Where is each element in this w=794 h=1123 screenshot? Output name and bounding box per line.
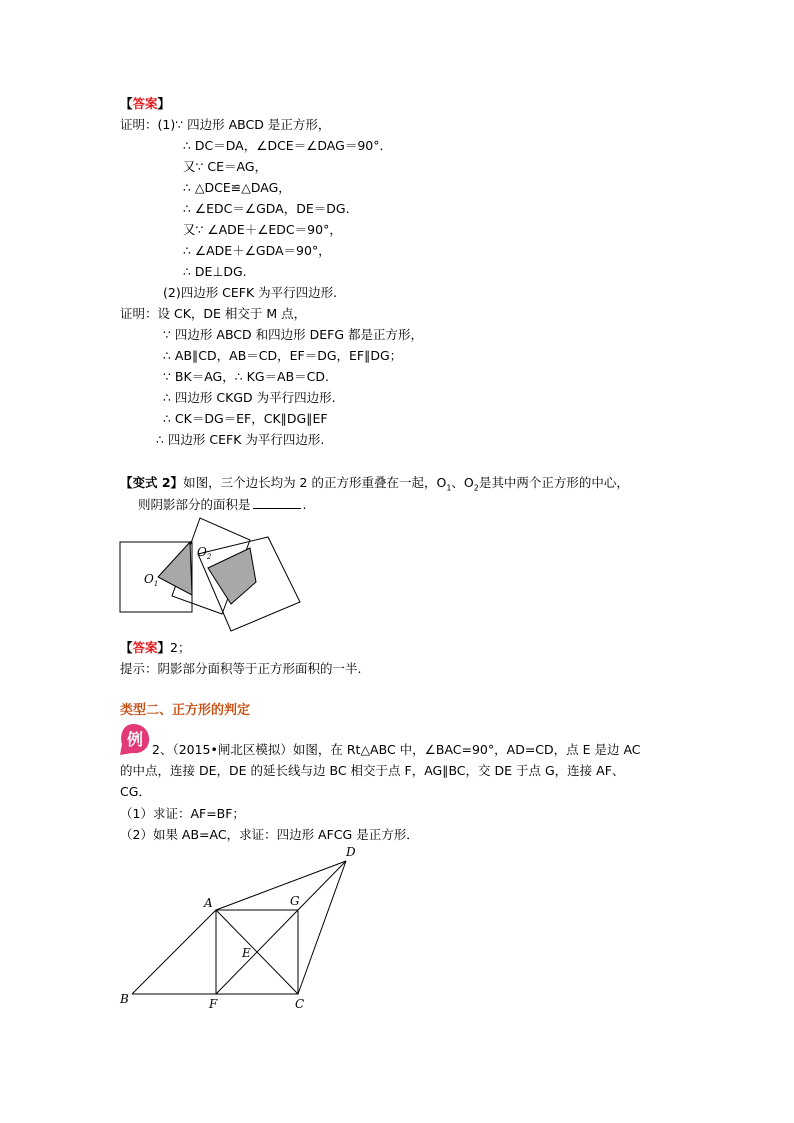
section-title: 类型二、正方形的判定 bbox=[120, 703, 251, 718]
label-b: B bbox=[120, 992, 129, 1006]
proof-line-7: ∴ ∠ADE＋∠GDA＝90°， bbox=[183, 243, 331, 258]
example-line-2: 的中点，连接 DE，DE 的延长线与边 BC 相交于点 F，AG∥BC，交 DE 于点 G，连接 AF、 bbox=[120, 763, 625, 778]
answer-tag-2: 【答案】2； bbox=[120, 640, 191, 655]
proof-line-2: ∴ DC＝DA，∠DCE＝∠DAG＝90°． bbox=[183, 138, 392, 153]
segment-gd bbox=[298, 861, 346, 910]
proof-line-15: ∴ CK＝DG＝EF，CK∥DG∥EF bbox=[163, 411, 328, 426]
proof-line-11: ∵ 四边形 ABCD 和四边形 DEFG 都是正方形， bbox=[163, 327, 423, 342]
overlapping-squares-figure bbox=[110, 512, 310, 637]
label-a: A bbox=[204, 896, 213, 910]
proof-line-9: (2)四边形 CEFK 为平行四边形. bbox=[163, 285, 338, 300]
answer-blank bbox=[253, 496, 301, 509]
triangle-square-figure bbox=[110, 840, 370, 1015]
variant2-tag: 【变式 2】 bbox=[120, 475, 184, 490]
example-question-2: （2）如果 AB=AC，求证：四边形 AFCG 是正方形． bbox=[120, 827, 419, 842]
proof-line-13: ∵ BK＝AG，∴ KG＝AB＝CD. bbox=[163, 369, 329, 384]
segment-dc bbox=[298, 861, 346, 994]
segment-ab bbox=[132, 910, 216, 994]
proof-line-16: ∴ 四边形 CEFK 为平行四边形. bbox=[156, 432, 325, 447]
variant2-line-2: 则阴影部分的面积是 . bbox=[138, 497, 307, 512]
label-o1: $O_1$ bbox=[144, 572, 159, 588]
proof-line-6: 又∵ ∠ADE＋∠EDC＝90°， bbox=[183, 222, 342, 237]
proof-line-14: ∴ 四边形 CKGD 为平行四边形. bbox=[163, 390, 336, 405]
example-question-1: （1）求证：AF=BF； bbox=[120, 806, 245, 821]
label-g: G bbox=[290, 894, 300, 908]
label-e: E bbox=[242, 946, 251, 960]
answer-tag-1: 【答案】 bbox=[120, 96, 171, 111]
proof-line-1: 证明：(1)∵ 四边形 ABCD 是正方形， bbox=[120, 117, 331, 132]
proof-line-4: ∴ △DCE≌△DAG， bbox=[183, 180, 291, 195]
label-d: D bbox=[346, 845, 356, 859]
shaded-region-2 bbox=[208, 548, 256, 604]
label-c: C bbox=[295, 997, 305, 1011]
example-badge bbox=[116, 722, 152, 756]
proof-line-5: ∴ ∠EDC＝∠GDA，DE＝DG. bbox=[183, 201, 350, 216]
answer-2-hint: 提示：阴影部分面积等于正方形面积的一半. bbox=[120, 661, 362, 676]
proof-line-10: 证明：设 CK，DE 相交于 M 点， bbox=[120, 306, 307, 321]
example-line-3: CG． bbox=[120, 784, 151, 799]
example-line-1: 2、（2015•闸北区模拟）如图，在 Rt△ABC 中，∠BAC=90°，AD=CD，点 E 是边 AC bbox=[152, 742, 641, 757]
label-o2: $O_2$ bbox=[197, 545, 212, 561]
proof-line-8: ∴ DE⊥DG. bbox=[183, 264, 247, 279]
label-f: F bbox=[209, 997, 218, 1011]
proof-line-12: ∴ AB∥CD，AB＝CD，EF＝DG，EF∥DG； bbox=[163, 348, 403, 363]
proof-line-3: 又∵ CE＝AG， bbox=[183, 159, 268, 174]
badge-label: 例 bbox=[127, 730, 144, 749]
segment-ad bbox=[216, 861, 346, 910]
variant2-line-1: 【变式 2】如图，三个边长均为 2 的正方形重叠在一起，$O_1$、$O_2$是其中两个正方形的中心， bbox=[120, 475, 629, 493]
